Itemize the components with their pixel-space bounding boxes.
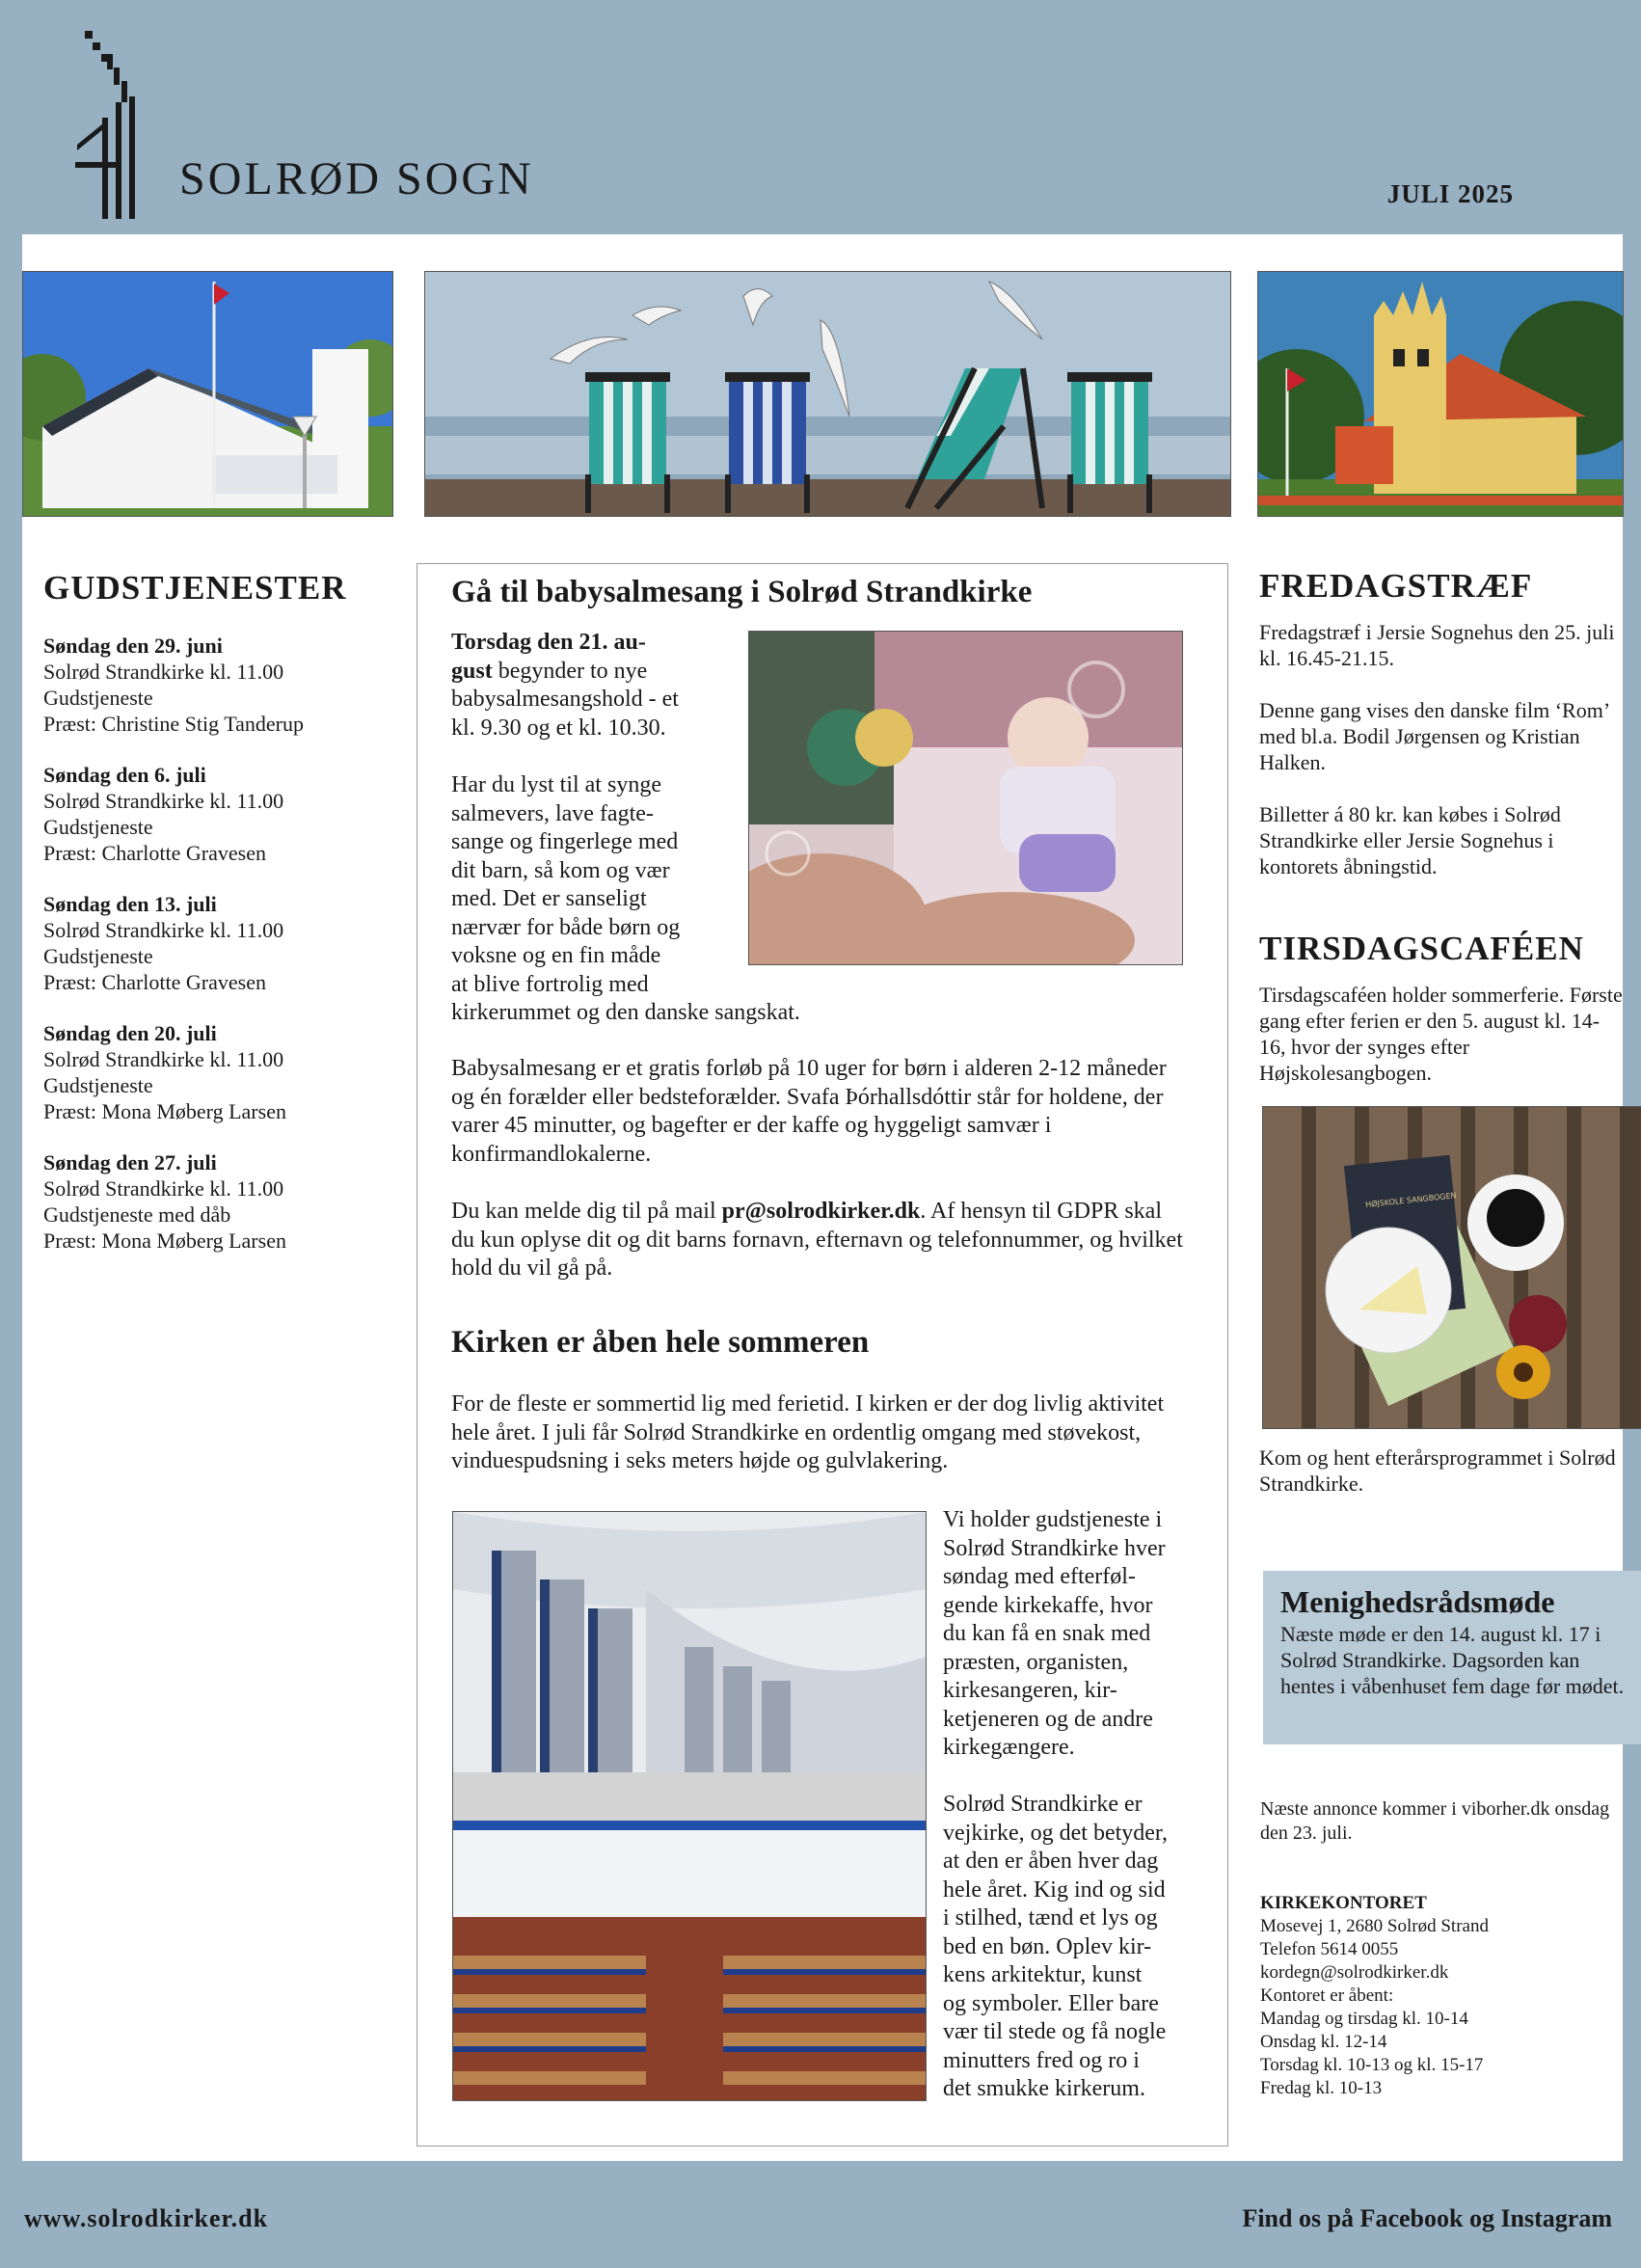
service-item: Søndag den 29. juni Solrød Strandkirke kl. 11.00 Gudstjeneste Præst: Christine Stig Tanderup [43,634,305,736]
signup-email-link[interactable]: pr@solrodkirker.dk [721,1199,921,1224]
service-item: Søndag den 27. juli Solrød Strandkirke kl. 11.00 Gudstjeneste med dåb Præst: Mona Møberg Larsen [43,1150,286,1253]
meeting-text: Næste møde er den 14. august kl. 17 i Solrød Strandkirke. Dagsorden kan hentes i våbenhuset fem dage før mødet. [1280,1622,1625,1698]
fredagstraef-text: Denne gang vises den danske film ‘Rom’ med bl.a. Bodil Jørgensen og Kristian Halken. [1259,698,1609,774]
church-office: KIRKEKONTORET Mosevej 1, 2680 Solrød Strand Telefon 5614 0055 kordegn@solrodkirker.dk Kontoret er åbent: Mandag og tirsdag kl. 10-14 Onsdag kl. 12-14 Torsdag kl. 10-13 og kl. 15-17 Fredag kl. 10-13 [1260,1892,1627,2100]
article2-para2: Vi holder gudstjeneste i Solrød Strandkirke hver søndag med efterføl- gende kirkekaffe, hvor du kan få en snak med præsten, organisten, kirkesangeren, kir- ketjeneren og de andre kirkegængere. [943,1507,1166,1760]
article1-para2: Har du lyst til at synge salmevers, lave fagte- sange og fingerlege med dit barn, så kom og vær med. Det er sanseligt nærvær for både børn og voksne og en fin måde at blive fortrolig med kirkerummet og den danske sangskat. [451,772,800,1025]
issue-date: JULI 2025 [1386,179,1514,208]
tirsdagscafeen-title: TIRSDAGSCAFÉEN [1259,930,1584,967]
brand-name: SOLRØD SOGN [179,153,534,204]
office-title: KIRKEKONTORET [1260,1893,1427,1913]
events-column [1259,567,1626,1112]
article1-para3: Babysalmesang er et gratis forløb på 10 uger for børn i alderen 2-12 måneder og én forælder eller bedsteforælder. Svafa Þórhallsdóttir står for holdene, der varer 45 minutter, og bagefter er der kaffe og hyggeligt samvær i konfirmandlokalerne. [451,1056,1167,1167]
service-item: Søndag den 20. juli Solrød Strandkirke kl. 11.00 Gudstjeneste Præst: Mona Møberg Larsen [43,1021,286,1123]
coffee-cake-photo [1262,1106,1641,1429]
tirsdagscafeen-text: Tirsdagscaféen holder sommerferie. Første gang efter ferien er den 5. august kl. 14-16, hvor der synges efter Højskolesangbogen. [1259,983,1623,1085]
services-title: GUDSTJENESTER [43,569,347,607]
article1-para4: Du kan melde dig til på mail pr@solrodkirker.dk. Af hensyn til GDPR skal du kun oplyse dit og dit barns fornavn, efternavn og telefonnummer, og hvilket hold du vil gå på. [451,1199,1183,1281]
service-item: Søndag den 13. juli Solrød Strandkirke kl. 11.00 Gudstjeneste Præst: Charlotte Gravesen [43,892,284,994]
svg-text:HØJSKOLE SANGBOGEN: HØJSKOLE SANGBOGEN [1364,1191,1457,1210]
article2-para1: For de fleste er sommertid lig med ferietid. I kirken er der dog livlig aktivitet hele året. I juli får Solrød Strandkirke en ordentlig omgang med støvekost, vinduespudsning i seks meters højde og gulvlakering. [451,1391,1165,1473]
fredagstraef-text: Fredagstræf i Jersie Sognehus den 25. juli kl. 16.45-21.15. [1259,620,1615,670]
solrod-sogn-logo [75,31,152,220]
church-interior-photo [452,1511,927,2101]
photo-caption: Kom og hent efterårsprogrammet i Solrød Strandkirke. [1259,1445,1616,1496]
services-column [43,569,390,1279]
meeting-box [1263,1571,1641,1744]
article2-title: Kirken er åben hele sommeren [451,1325,870,1360]
article1-intro: Torsdag den 21. au- gust begynder to nye babysalmesangshold - et kl. 9.30 og et kl. 10.30. [451,630,679,741]
fredagstraef-text: Billetter á 80 kr. kan købes i Solrød Strandkirke eller Jersie Sognehus i kontorets åbningstid. [1259,802,1561,878]
article2-para3: Solrød Strandkirke er vejkirke, og det betyder, at den er åben hver dag hele året. Kig ind og sid i stilhed, tænd et lys og bed en bøn. Oplev kir- kens arkitektur, kunst og symboler. Eller bare vær til stede og få nogle minutters fred og ro i det smukke kirkerum. [943,1792,1168,2101]
service-item: Søndag den 6. juli Solrød Strandkirke kl. 11.00 Gudstjeneste Præst: Charlotte Gravesen [43,763,284,865]
office-email[interactable]: kordegn@solrodkirker.dk [1260,1962,1449,1983]
strandkirke-photo [22,271,393,517]
social-media-note: Find os på Facebook og Instagram [1242,2204,1612,2232]
website-link[interactable]: www.solrodkirker.dk [24,2204,269,2232]
fredagstraef-title: FREDAGSTRÆF [1259,567,1533,605]
jersie-church-photo [1257,271,1624,517]
meeting-title: Menighedsrådsmøde [1280,1584,1555,1619]
article1-title: Gå til babysalmesang i Solrød Strandkirke [451,575,1033,609]
beach-chairs-photo [424,271,1231,517]
next-issue-note: Næste annonce kommer i viborher.dk onsdag den 23. juli. [1260,1798,1610,1844]
